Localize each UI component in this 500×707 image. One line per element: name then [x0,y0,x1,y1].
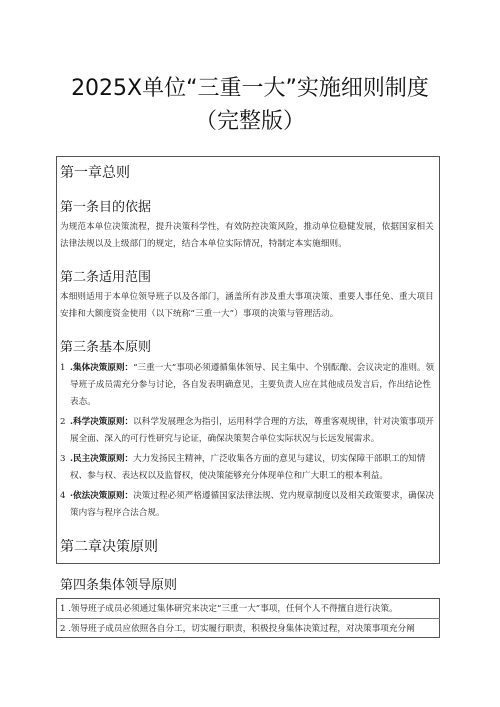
item-number: 4 [60,491,66,501]
row-text: .领导班子成员应依照各自分工，切实履行职责，积极投身集体决策过程，对决策事项充分阐 [68,624,415,634]
row-divider [56,618,440,619]
item-lead: .民主决策原则： [70,454,134,464]
item-text: 大力发扬民主精神，广泛收集各方面的意见与建议，切实保障干部职工的知情权、参与权、表达权以及监督权，使决策能够充分体现单位和广大职工的根本利益。 [70,454,426,481]
article1-text: 为规范本单位决策流程，提升决策科学性，有效防控决策风险，推动单位稳健发展，依据国家相关法律法规以及上级部门的规定，结合本单位实际情况，特制定本实施细则。 [60,222,434,249]
row-number: 2 [60,624,66,634]
item-number: 3 [60,454,66,464]
article2-heading: 第二条适用范围 [60,270,152,285]
principle-item [60,360,438,411]
chapter2-heading: 第二章决策原则 [60,539,158,555]
chapter1-heading: 第一章总则 [60,165,130,181]
article4-heading: 第四条集体领导原则 [60,578,178,593]
item-text: “三重一大”事项必须遵循集体领导、民主集中、个别酝酿、会议决定的准则。领导班子成员需充分参与讨论，各自发表明确意见，主要负责人应在其他成员发言后，作出结论性表态。 [70,363,435,407]
principle-item [60,488,438,522]
row-text: .领导班子成员必须通过集体研究来决定“三重一大”事项，任何个人不得擅自进行决策。 [68,604,398,614]
principle-item [60,414,438,448]
item-text: 决策过程必须严格遵循国家法律法规、党内规章制度以及相关政策要求，确保决策内容与程序合法合规。 [70,491,434,518]
principle-item [60,451,438,485]
article1-heading: 第一条目的依据 [60,200,152,215]
item-number: 2 [60,417,66,427]
article2-text: 本细则适用于本单位领导班子以及各部门，涵盖所有涉及重大事项决策、重要人事任免、重大项目安排和大额度资金使用（以下统称“三重一大”）事项的决策与管理活动。 [60,292,434,319]
row-number: 1 [60,604,66,614]
document-title: 2025X单位“三重一大”实施细则制度 [71,76,429,101]
rule-row [60,602,436,616]
rule-row [60,622,436,636]
item-text: 以科学发展理念为指引，运用科学合理的方法，尊重客观规律，针对决策事项开展全面、深入的可行性研究与论证，确保决策契合单位实际状况与长远发展需求。 [70,417,434,444]
item-lead: ·依法决策原则： [70,491,134,501]
item-number: 1 [60,363,66,373]
document-subtitle: （完整版） [194,109,305,134]
item-lead: .科学决策原则： [70,417,134,427]
article3-heading: 第三条基本原则 [60,340,152,355]
item-lead: .集体决策原则： [70,363,134,373]
